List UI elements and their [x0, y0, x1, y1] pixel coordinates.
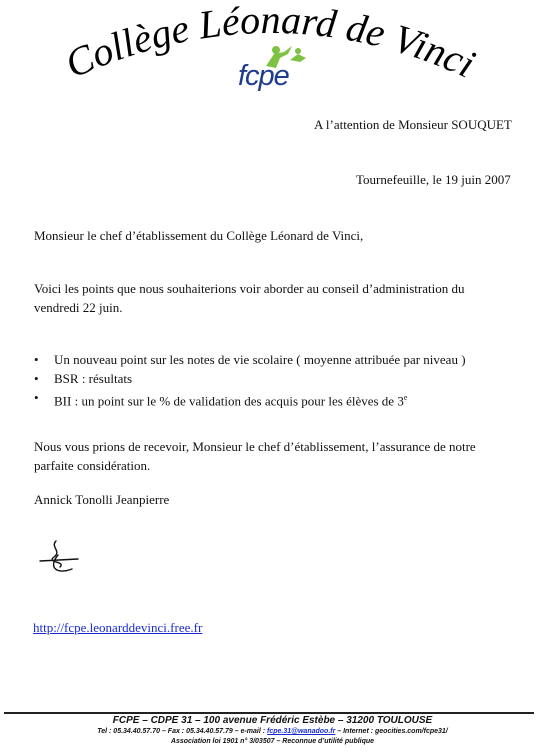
footer-address: FCPE – CDPE 31 – 100 avenue Frédéric Estèbe – 31200 TOULOUSE [112, 715, 433, 726]
closing-line-2: parfaite considération. [34, 458, 151, 473]
intro-line-2: vendredi 22 juin. [34, 300, 123, 315]
bullet-icon: • [34, 371, 39, 386]
website-link[interactable]: http://fcpe.leonarddevinci.free.fr [33, 620, 203, 635]
bullet-icon: • [34, 390, 39, 405]
footer [0, 714, 545, 747]
handwritten-signature [36, 537, 82, 577]
date-line: Tournefeuille, le 19 juin 2007 [356, 172, 511, 187]
closing-paragraph [34, 437, 514, 475]
footer-contact-prefix: Tel : 05.34.40.57.70 – Fax : 05.34.40.57.79 – e-mail : [97, 728, 268, 735]
attention-line: A l’attention de Monsieur SOUQUET [314, 117, 512, 132]
bullet-icon: • [34, 352, 39, 367]
fcpe-logo [232, 42, 312, 102]
list-item-text: Un nouveau point sur les notes de vie scolaire ( moyenne attribuée par niveau ) [54, 352, 466, 367]
list-item [34, 388, 466, 407]
list-item [34, 369, 466, 388]
footer-contact-suffix: – Internet : geocities.com/fcpe31/ [335, 728, 448, 735]
list-item-text: BII : un point sur le % de validation des acquis pour les élèves de 3 [54, 393, 404, 409]
footer-association: Association loi 1901 n° 3/03507 – Reconnue d’utilité publique [170, 738, 375, 745]
list-item [34, 350, 466, 369]
signatory-name: Annick Tonolli Jeanpierre [34, 492, 170, 507]
agenda-list [34, 350, 466, 407]
list-item-superscript: e [403, 393, 408, 402]
list-item-text: BSR : résultats [54, 371, 133, 386]
school-name: Collège Léonard de Vinci [58, 0, 482, 87]
fcpe-logo-text: fcpe [238, 60, 289, 92]
closing-line-1: Nous vous prions de recevoir, Monsieur le chef d’établissement, l’assurance de notre [34, 439, 476, 454]
salutation: Monsieur le chef d’établissement du Collège Léonard de Vinci, [34, 228, 364, 243]
footer-email-link[interactable]: fcpe.31@wanadoo.fr [267, 728, 336, 735]
intro-line-1: Voici les points que nous souhaiterions voir aborder au conseil d’administration du [34, 281, 465, 296]
footer-contact [0, 727, 545, 737]
intro-paragraph [34, 279, 494, 317]
